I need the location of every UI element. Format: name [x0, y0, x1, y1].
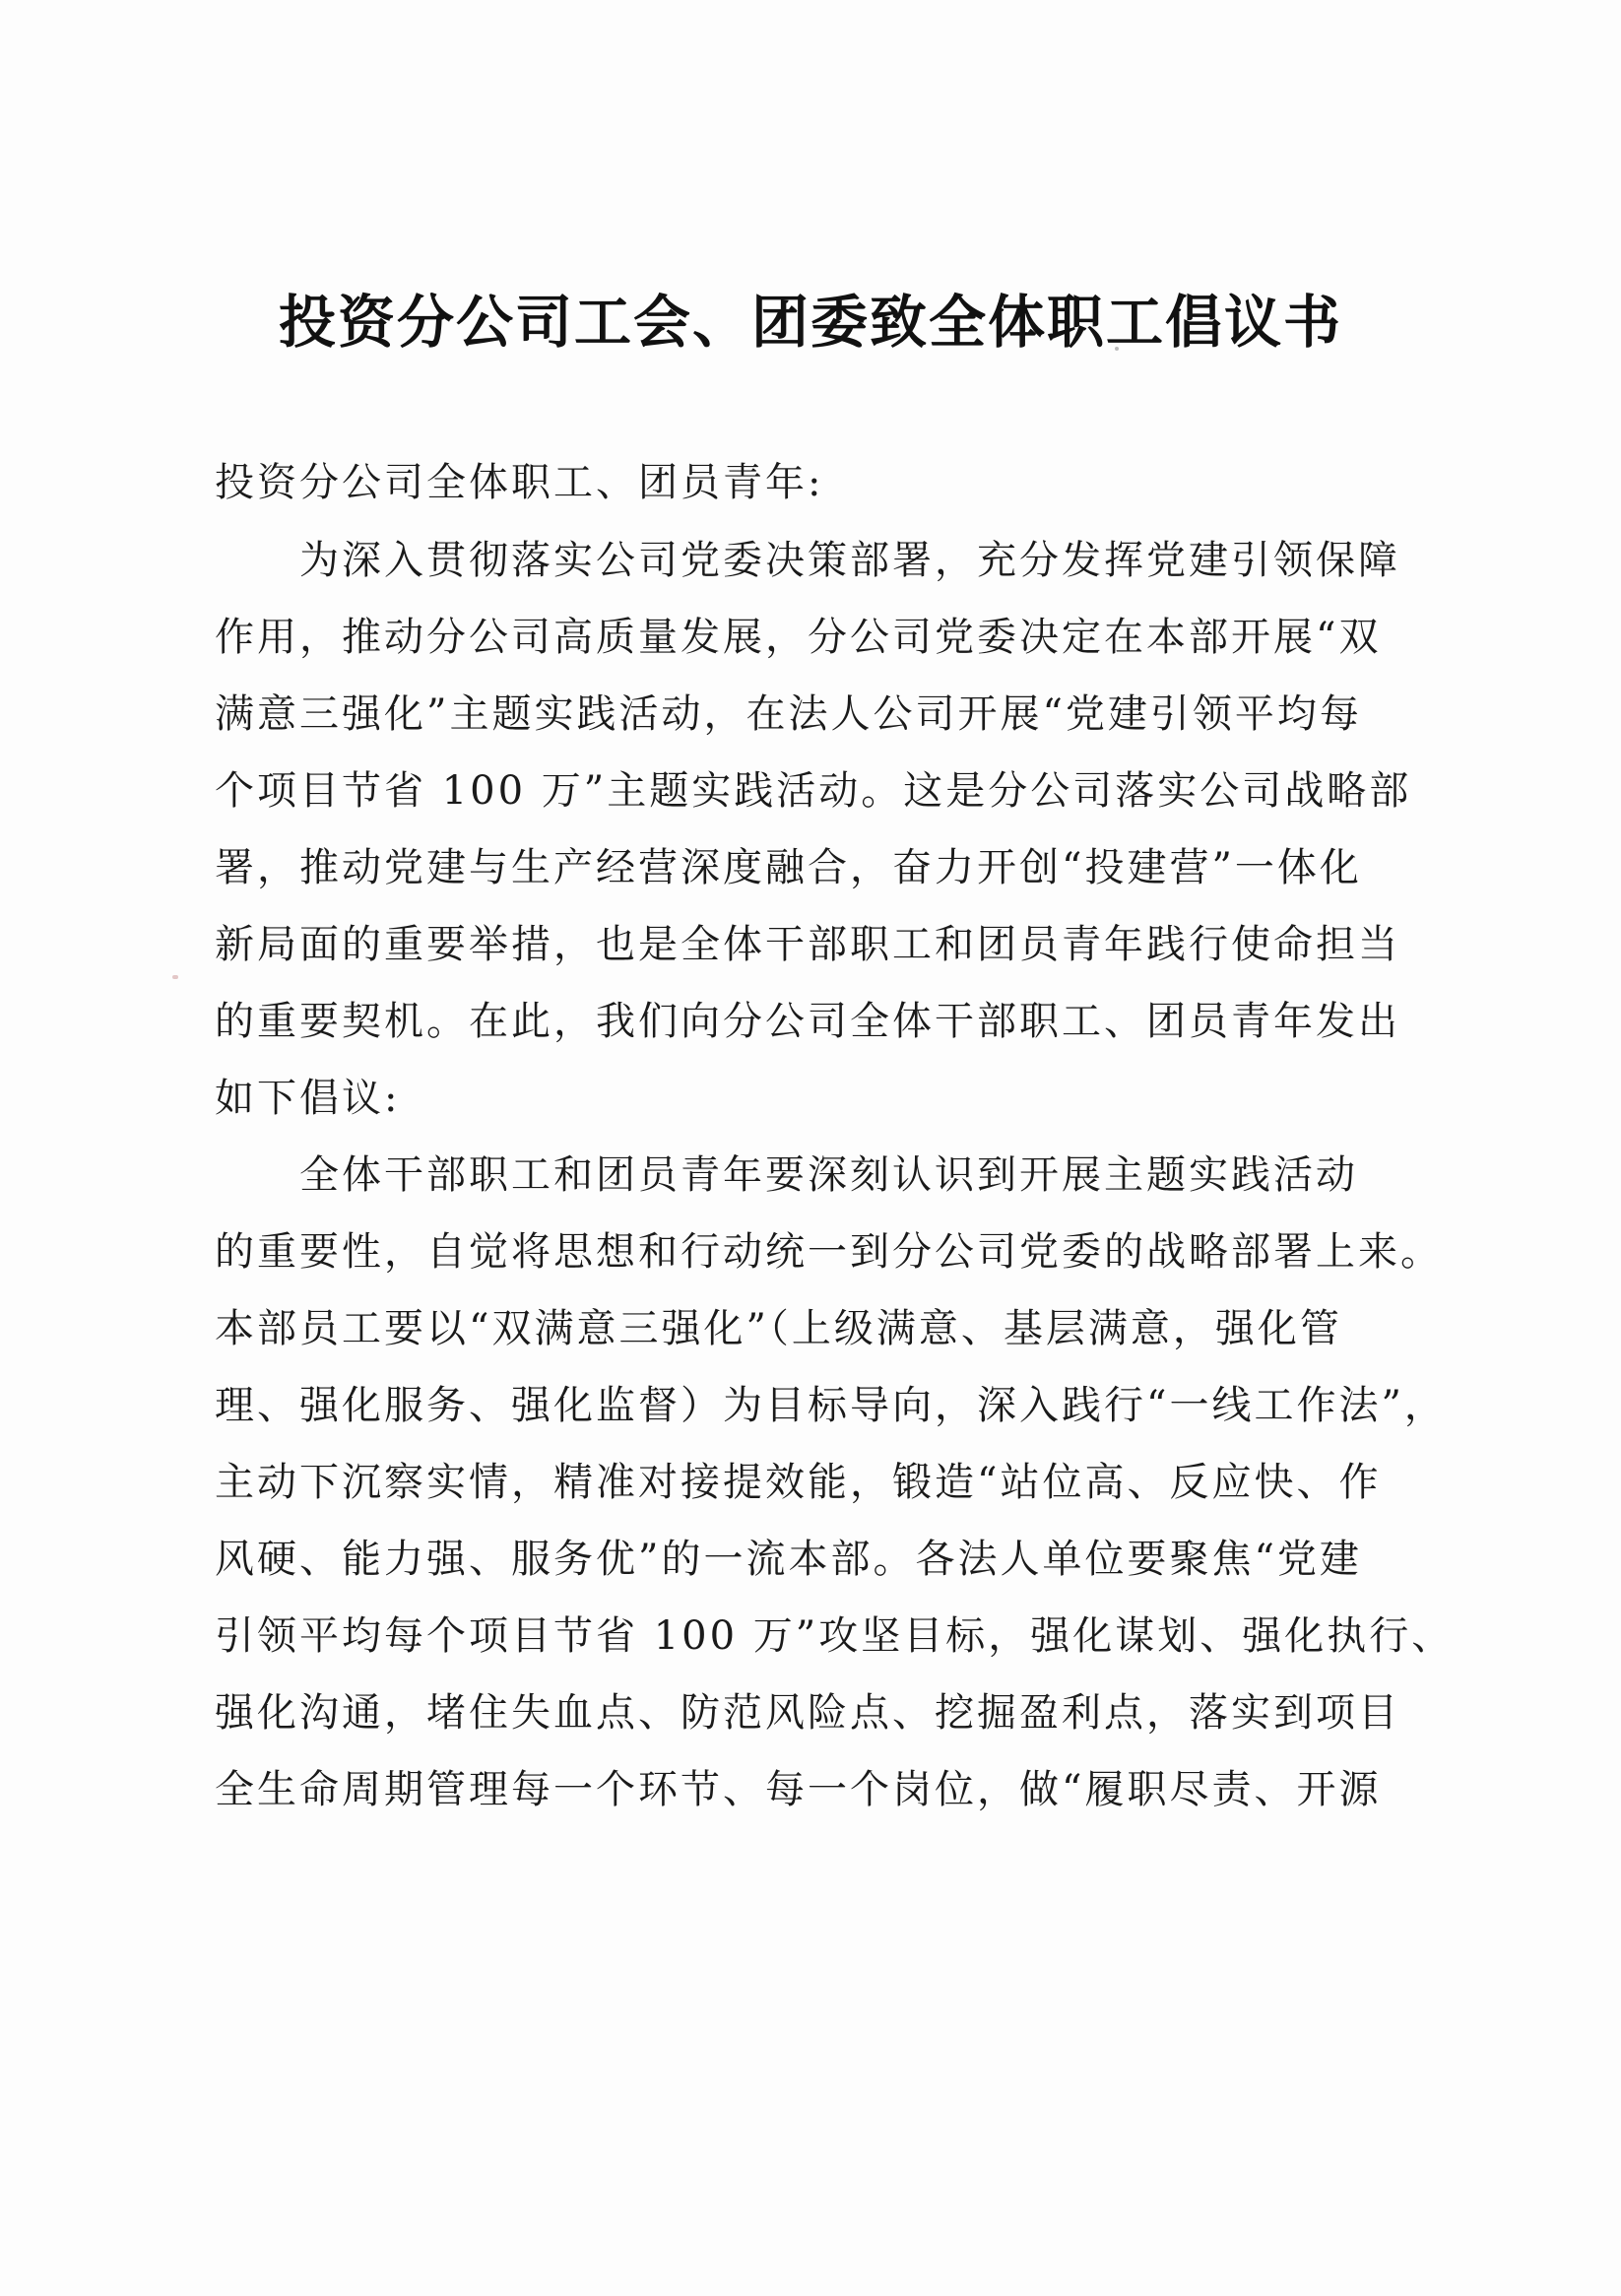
paragraph-1-line: 为深入贯彻落实公司党委决策部署，充分发挥党建引领保障 [299, 538, 1400, 583]
paragraph-2-line: 理、强化服务、强化监督）为目标导向，深入践行“一线工作法”， [215, 1383, 1447, 1428]
paragraph-1-line: 个项目节省 100 万”主题实践活动。这是分公司落实公司战略部 [215, 768, 1412, 814]
paragraph-1-line: 如下倡议: [215, 1076, 401, 1121]
paragraph-1-line: 满意三强化”主题实践活动，在法人公司开展“党建引领平均每 [215, 691, 1362, 737]
paragraph-2-line: 全生命周期管理每一个环节、每一个岗位，做“履职尽责、开源 [215, 1767, 1382, 1812]
paragraph-1-line: 作用，推动分公司高质量发展，分公司党委决定在本部开展“双 [215, 615, 1382, 660]
paragraph-2-line: 全体干部职工和团员青年要深刻认识到开展主题实践活动 [299, 1152, 1358, 1198]
salutation: 投资分公司全体职工、团员青年: [215, 460, 824, 505]
scan-speck [172, 975, 178, 979]
paragraph-2-line: 强化沟通，堵住失血点、防范风险点、挖掘盈利点，落实到项目 [215, 1690, 1400, 1736]
paragraph-2-line: 引领平均每个项目节省 100 万”攻坚目标，强化谋划、强化执行、 [215, 1613, 1455, 1659]
paragraph-1-line: 署，推动党建与生产经营深度融合，奋力开创“投建营”一体化 [215, 845, 1362, 890]
paragraph-2-line: 风硬、能力强、服务优”的一流本部。各法人单位要聚焦“党建 [215, 1537, 1362, 1582]
paragraph-1-line: 的重要契机。在此，我们向分公司全体干部职工、团员青年发出 [215, 999, 1400, 1044]
paragraph-2-line: 本部员工要以“双满意三强化”（上级满意、基层满意，强化管 [215, 1306, 1342, 1351]
paragraph-2-line: 的重要性，自觉将思想和行动统一到分公司党委的战略部署上来。 [215, 1229, 1443, 1275]
paragraph-2-line: 主动下沉察实情，精准对接提效能，锻造“站位高、反应快、作 [215, 1460, 1382, 1505]
document-body [215, 522, 1455, 1828]
document-title: 投资分公司工会、团委致全体职工倡议书 [278, 289, 1342, 356]
paragraph-1-line: 新局面的重要举措，也是全体干部职工和团员青年践行使命担当 [215, 922, 1400, 967]
